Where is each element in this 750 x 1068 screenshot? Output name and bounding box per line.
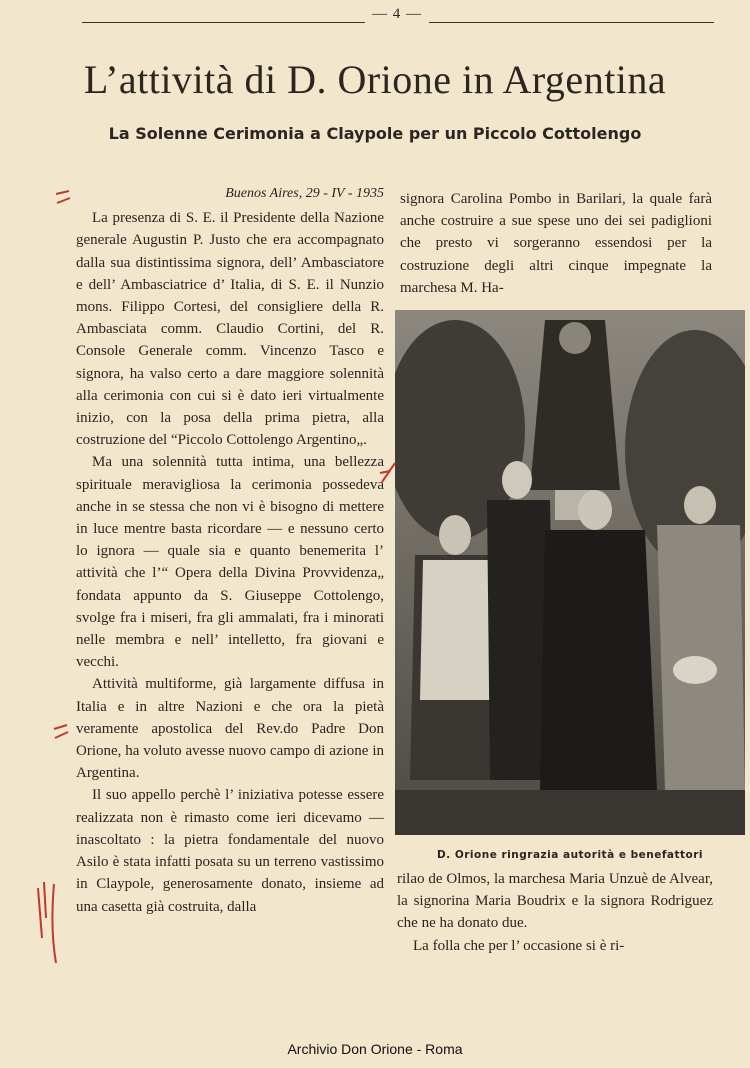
right-paragraph-bottom-1: rilao de Olmos, la marchesa Maria Unzuè de Alvear, la signorina Maria Boudrix e la signora Rodriguez che ne ha donato due. [397,871,713,932]
paragraph-2: Ma una solennità tutta intima, una bellezza spirituale meravigliosa la cerimonia possedeva anche in se stessa che non vi è bisogno di mettere in luce mentre basta ricordare — e nessuno certo lo ignora — quale sia e quanto benemerita l’ attività che l’“ Opera della Divina Provvidenza„ fondata appunto da S. Giuseppe Cottolengo, svolge fra i miseri, fra gli ammalati, fra i minorati nelle membra e nell’ intelletto, fra giovani e vecchi. [76,454,384,671]
photo-illustration [395,310,745,835]
left-column [76,183,384,918]
page-number: — 4 — [365,6,429,23]
photo-group-portrait [395,310,745,835]
paragraph-1: La presenza di S. E. il Presidente della Nazione generale Augustin P. Justo che era accompagnato dalla sua distintissima signora, dell’ Ambasciatore e dell’ Ambasciatrice d’ Italia, di S. E. il Nunzio mons. Filippo Cortesi, del consigliere della R. Ambasciata comm. Claudio Cortini, del R. Console Generale comm. Vincenzo Tasco e signora, ha valso certo a dare maggiore solennità alla cerimonia con cui si è dato ieri virtualmente inizio, con la posa della prima pietra, alla costruzione del “Piccolo Cottolengo Argentino„. [76,210,384,449]
right-paragraph-bottom-2: La folla che per l’ occasione si è ri- [413,937,625,954]
paragraph-4: Il suo appello perchè l’ iniziativa potesse essere realizzata non è rimasto come ieri dicevamo — inascoltato : la pietra fondamentale del nuovo Asilo è stata infatti posata su un terreno vastissimo in Claypole, generosamente donato, insieme ad una casetta già costruita, dalla [76,787,384,915]
paragraph-3: Attività multiforme, già largamente diffusa in Italia e in altre Nazioni e che ora la pietà veramente apostolica del Rev.do Padre Don Orione, ha voluto avesse nuovo campo di azione in Argentina. [76,676,384,782]
pencil-bracket-icon [30,878,62,968]
photo-caption: D. Orione ringrazia autorità e benefattori [436,849,704,861]
right-column-bottom [397,868,713,957]
right-paragraph-top: signora Carolina Pombo in Barilari, la quale farà anche costruire a sue spese uno dei sei padiglioni che presto vi sorgeranno essendosi per la costruzione degli altri cinque impegnate la marchesa M. Ha- [400,191,712,296]
article-subtitle: La Solenne Cerimonia a Claypole per un Piccolo Cottolengo [108,124,642,143]
pencil-mark-icon [54,190,72,206]
pencil-mark-icon [378,460,398,486]
archive-footer: Archivio Don Orione - Roma [287,1041,463,1057]
dateline: Buenos Aires, 29 - IV - 1935 [225,186,384,201]
article-title: L’attività di D. Orione in Argentina [83,57,667,102]
pencil-mark-icon [52,724,70,740]
right-column-top [400,188,712,299]
